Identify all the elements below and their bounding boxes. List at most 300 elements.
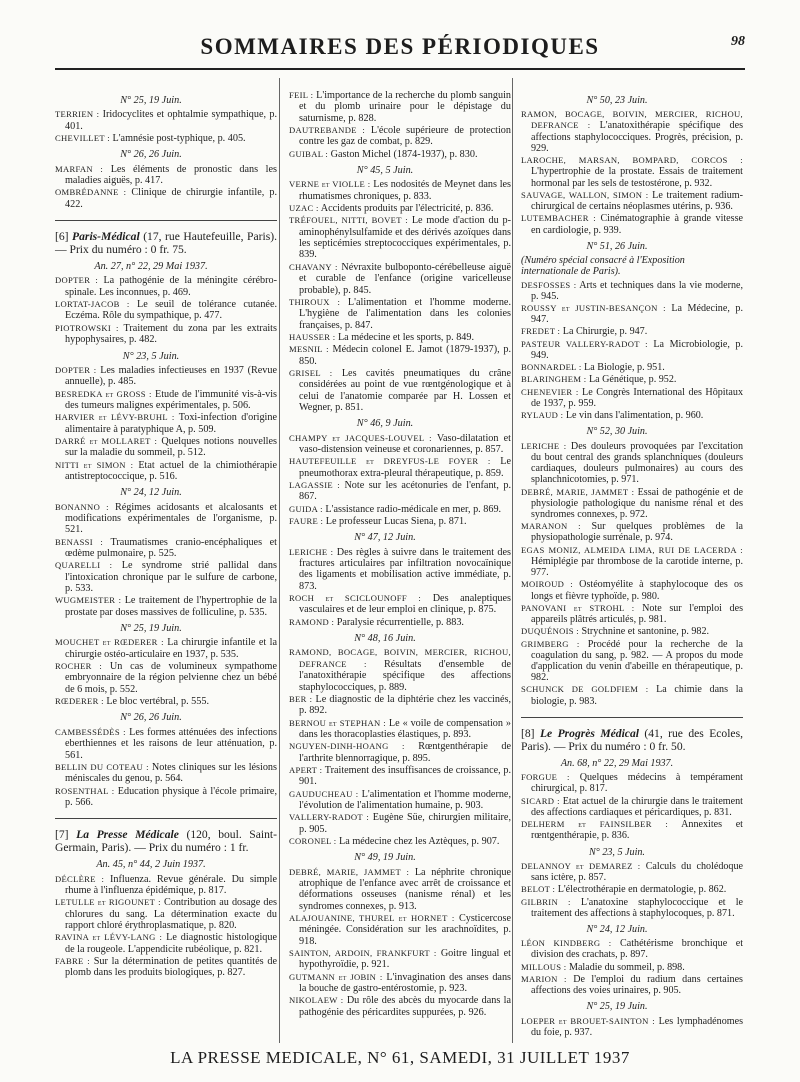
article-author: DUQUÉNOIS : — [521, 626, 579, 637]
article-title: Gaston Michel (1874-1937), p. 830. — [330, 148, 478, 160]
article-title: De l'emploi du radium dans certaines affections des voies urinaires, p. 905. — [531, 973, 743, 997]
journal-details: (41, rue des Ecoles, Paris). — Prix du numéro : 0 fr. 50. — [521, 726, 743, 753]
issue-heading: N° 26, 26 Juin. — [120, 149, 182, 161]
article-entry — [289, 215, 511, 260]
article-author: CHENEVIER : — [521, 386, 579, 397]
article-entry — [521, 579, 743, 601]
journal-name: Le Progrès Médical — [539, 726, 639, 740]
article-entry — [55, 275, 277, 298]
article-author: RAMON, BOCAGE, BOIVIN, MERCIER, RICHOU, DEFRANCE : — [521, 109, 743, 131]
article-author: NIKOLAEW : — [289, 995, 344, 1006]
article-entry — [521, 861, 743, 883]
article-entry — [289, 262, 511, 296]
article-title: Note sur les acétonuries de l'enfant, p. 867. — [299, 480, 512, 503]
article-author: LOEPER et BROUET-SAINTON : — [521, 1015, 655, 1026]
article-author: MARFAN : — [55, 163, 104, 174]
article-title: Clinique de chirurgie infantile, p. 422. — [65, 187, 277, 210]
article-author: GRISEL : — [289, 367, 333, 378]
column-divider — [279, 78, 280, 1043]
article-entry — [521, 626, 743, 637]
article-author: APERT : — [289, 764, 323, 775]
article-entry — [55, 595, 277, 618]
article-title: Le seuil de tolérance cutanée. Eczéma. Rôle du sympathique, p. 477. — [65, 299, 278, 322]
page-footer: LA PRESSE MEDICALE, N° 61, SAMEDI, 31 JUILLET 1937 — [170, 1048, 630, 1067]
article-title: La Génétique, p. 952. — [588, 374, 677, 386]
article-author: BONNARDEL : — [521, 362, 582, 373]
header-rule — [55, 68, 745, 70]
article-entry — [55, 460, 277, 483]
section-separator — [521, 717, 743, 718]
article-title: Le syndrome strié pallidal dans l'intoxication chronique par le sulfure de carbone, p. 533. — [65, 560, 277, 595]
article-entry — [521, 303, 743, 325]
article-title: Le Congrès International des Hôpitaux de 1937, p. 959. — [531, 386, 743, 409]
article-author: BELOT : — [521, 884, 556, 895]
article-author: QUARELLI : — [55, 560, 113, 571]
section-separator — [55, 220, 277, 221]
article-title: Névraxite bulboponto-cérébelleuse aiguë et curable de l'enfance (origine varicelleuse probable), p. 845. — [299, 261, 511, 296]
article-author: SAUVAGE, WALLON, SIMON : — [521, 189, 649, 200]
article-title: Maladie du sommeil, p. 898. — [568, 961, 685, 973]
article-title: Hémiplégie par thrombose de la carotide interne, p. 977. — [531, 555, 743, 579]
article-entry — [55, 133, 277, 144]
article-author: ROSENTHAL : — [55, 785, 115, 796]
article-title: L'amnésie post-typhique, p. 405. — [112, 133, 246, 145]
article-entry — [521, 155, 743, 189]
article-entry — [55, 560, 277, 594]
journal-name: Paris-Médical — [72, 230, 140, 244]
article-author: BONANNO : — [55, 501, 109, 512]
article-author: CHAVANY : — [289, 261, 338, 272]
article-title: L'école supérieure de protection contre les gaz de combat, p. 829. — [299, 125, 511, 148]
article-entry — [55, 537, 277, 560]
article-author: DOPTER : — [55, 364, 97, 375]
article-title: Médecin colonel E. Jamot (1879-1937), p. 850. — [299, 344, 512, 367]
article-author: OMBRÉDANNE : — [55, 187, 127, 198]
article-title: Traitement des insuffisances de croissance, p. 901. — [299, 764, 511, 788]
article-author: CHEVILLET : — [55, 133, 110, 144]
article-author: NGUYEN-DINH-HOANG : — [289, 741, 405, 752]
article-entry — [521, 109, 743, 154]
article-title: Iridocyclites et ophtalmie sympathique, p. 401. — [65, 109, 277, 132]
article-entry — [289, 995, 511, 1018]
article-author: SAINTON, ARDOIN, FRANKFURT : — [289, 948, 437, 959]
article-title: La médecine chez les Aztèques, p. 907. — [339, 835, 500, 847]
article-title: Résultats d'ensemble de l'anatoxithérapie spécifique des affections staphylococciques, p. 889. — [299, 658, 512, 693]
article-author: CAMBESSÉDÈS : — [55, 726, 126, 737]
article-title: Etat actuel de la chimiothérapie antistreptococcique, p. 516. — [65, 459, 277, 482]
article-title: Procédé pour la recherche de la coagulation du sang, p. 982. — A propos du mode d'application du venin d'abeille en thérapeutique, p. 982. — [531, 638, 743, 684]
section-separator — [55, 818, 277, 819]
article-entry — [521, 374, 743, 385]
article-author: VERNE et VIOLLE : — [289, 179, 371, 190]
article-entry — [289, 617, 511, 628]
article-entry — [521, 441, 743, 486]
article-title: L'importance de la recherche du plomb sanguin et du plomb urinaire pour le dépistage du saturnisme, p. 828. — [299, 90, 511, 124]
article-author: CORONEL : — [289, 835, 337, 846]
article-title: Goitre lingual et hypothyroïdie, p. 921. — [299, 948, 511, 971]
article-entry — [289, 456, 511, 479]
article-entry — [521, 819, 743, 841]
article-title: Sur la détermination de petites quantités de plomb dans les produits biologiques, p. 827. — [65, 955, 278, 979]
article-entry — [289, 694, 511, 717]
article-title: Vaso-dilatation et vaso-distension veineuse et coronariennes, p. 857. — [299, 432, 511, 455]
article-author: HAUTEFEUILLE et DREYFUS-LE FOYER : — [289, 456, 491, 467]
article-author: SICARD : — [521, 795, 560, 806]
article-entry — [521, 897, 743, 919]
article-entry — [55, 932, 277, 955]
article-entry — [521, 684, 743, 706]
article-author: RAVINA et LÉVY-LANG : — [55, 932, 163, 943]
article-entry — [289, 972, 511, 995]
article-author: BERNOU et STEPHAN : — [289, 717, 386, 728]
article-title: Les éléments de pronostic dans les maladies aiguës, p. 417. — [65, 163, 277, 187]
article-author: ALAJOUANINE, THUREL et HORNET : — [289, 913, 455, 924]
article-entry — [521, 884, 743, 895]
article-author: BELLIN DU COTEAU : — [55, 761, 149, 772]
issue-heading: N° 52, 30 Juin. — [586, 426, 648, 438]
article-entry — [289, 765, 511, 788]
article-entry — [289, 741, 511, 764]
article-entry — [289, 480, 511, 503]
article-author: GUIDA : — [289, 503, 323, 514]
article-title: Cinématographie à grande vitesse en cardiologie, p. 939. — [531, 213, 743, 236]
article-author: BER : — [289, 693, 313, 704]
article-entry — [521, 639, 743, 684]
page-title: SOMMAIRES DES PÉRIODIQUES — [200, 34, 600, 59]
article-title: Des règles à suivre dans le traitement des fractures articulaires par infiltration novocaïnique des ligaments et mobilisation active immédiate, p. 873. — [299, 546, 511, 592]
article-title: Etude de l'immunité vis-à-vis des tumeurs malignes expérimentales, p. 506. — [65, 388, 278, 411]
article-title: Paralysie récurrentielle, p. 883. — [336, 616, 464, 628]
article-entry — [55, 502, 277, 536]
article-entry — [289, 149, 511, 160]
article-author: ROCHER : — [55, 661, 103, 672]
journal-heading — [55, 828, 277, 854]
article-entry — [521, 1016, 743, 1038]
article-title: La chimie dans la biologie, p. 983. — [531, 684, 743, 707]
article-author: GUTMANN et JOBIN : — [289, 971, 383, 982]
issue-heading: N° 47, 12 Juin. — [354, 532, 416, 544]
article-title: La pathogénie de la méningite cérébro-spinale. Les inconnues, p. 469. — [65, 275, 278, 298]
article-author: ROUSSY et JUSTIN-BESANÇON : — [521, 302, 666, 313]
article-author: RŒDERER : — [55, 696, 104, 707]
article-entry — [55, 696, 277, 707]
article-title: Quelques médecins à tempérament chirurgical, p. 817. — [531, 772, 743, 795]
issue-heading: An. 45, n° 44, 2 Juin 1937. — [96, 859, 206, 871]
article-author: UZAC : — [289, 203, 319, 214]
issue-heading: N° 49, 19 Juin. — [354, 852, 416, 864]
article-entry — [521, 487, 743, 521]
article-entry — [289, 297, 511, 331]
article-title: Quelques notions nouvelles sur la maladie du sommeil, p. 512. — [65, 435, 277, 459]
issue-heading: N° 23, 5 Juin. — [589, 846, 645, 858]
article-entry — [521, 387, 743, 409]
article-title: La Biologie, p. 951. — [584, 362, 665, 374]
article-title: L'anatoxithérapie spécifique des affections staphylococciques. Progrès, précision, p. 929. — [531, 120, 743, 154]
article-entry — [521, 796, 743, 818]
article-title: Les formes atténuées des infections eberthiennes et les raisons de leur atténuation, p. 561. — [65, 726, 278, 761]
article-entry — [55, 786, 277, 809]
article-entry — [289, 504, 511, 515]
article-entry — [55, 637, 277, 660]
article-author: MARANON : — [521, 521, 581, 532]
article-entry — [521, 603, 743, 625]
journal-details: (17, rue Hautefeuille, Paris). — Prix du numéro : 0 fr. 75. — [55, 230, 277, 257]
article-title: Note sur l'emploi des appareils plâtrés articulés, p. 981. — [531, 602, 743, 626]
article-author: LERICHE : — [521, 440, 567, 451]
issue-heading: N° 51, 26 Juin. — [586, 240, 648, 252]
issue-heading: N° 24, 12 Juin. — [120, 487, 182, 499]
article-entry — [521, 962, 743, 973]
article-entry — [521, 280, 743, 302]
article-author: FEIL : — [289, 90, 314, 100]
article-entry — [289, 789, 511, 812]
issue-heading: N° 25, 19 Juin. — [586, 1001, 648, 1013]
article-author: BESREDKA et GROSS : — [55, 388, 152, 399]
journal-heading — [521, 727, 743, 753]
article-author: THIROUX : — [289, 296, 341, 307]
article-title: Des douleurs provoquées par l'excitation du bout central des grands splanchniques (douleurs cardiaques, douleurs pulmonaires) au cours des splanchnicotomies, p. 971. — [531, 440, 743, 486]
article-entry — [55, 323, 277, 346]
article-entry — [521, 545, 743, 579]
article-author: VALLERY-RADOT : — [289, 812, 370, 823]
article-entry — [289, 867, 511, 912]
article-entry — [289, 203, 511, 214]
article-entry — [521, 339, 743, 361]
article-author: DEBRÉ, MARIE, JAMMET : — [289, 866, 410, 877]
article-entry — [521, 190, 743, 212]
article-title: Le diagnostic de la diphtérie chez les vaccinés, p. 892. — [299, 693, 511, 717]
journal-number: [6] — [55, 230, 69, 244]
journal-number: [8] — [521, 726, 535, 740]
article-author: RAMOND, BOCAGE, BOIVIN, MERCIER, RICHOU, DEFRANCE : — [289, 647, 511, 669]
article-entry — [289, 812, 511, 835]
article-author: MOUCHET et RŒDERER : — [55, 637, 164, 648]
article-title: Des analeptiques vasculaires et de leur emploi en clinique, p. 875. — [299, 593, 512, 616]
issue-heading: N° 48, 16 Juin. — [354, 633, 416, 645]
article-title: Notes cliniques sur les lésions méniscales du genou, p. 564. — [65, 761, 277, 785]
article-entry — [55, 874, 277, 897]
article-author: TRÉFOUEL, NITTI, BOVET : — [289, 215, 408, 226]
issue-heading: N° 25, 19 Juin. — [120, 623, 182, 635]
article-title: Traitement du zona par les extraits hypophysaires, p. 482. — [65, 322, 277, 346]
article-entry — [55, 389, 277, 412]
column-divider — [512, 78, 513, 1043]
article-entry — [521, 326, 743, 337]
article-entry — [55, 762, 277, 785]
article-title: Eugène Süe, chirurgien militaire, p. 905. — [299, 812, 511, 835]
article-author: ROCH et SCICLOUNOFF : — [289, 593, 422, 604]
article-author: FAURE : — [289, 516, 324, 527]
article-entry — [521, 410, 743, 421]
article-entry — [55, 661, 277, 695]
article-title: Du rôle des abcès du myocarde dans la pathogénie des péricardites suppurées, p. 926. — [299, 995, 512, 1018]
article-title: Les lymphadénomes du foie, p. 937. — [531, 1015, 744, 1038]
article-entry — [55, 109, 277, 132]
article-entry — [289, 836, 511, 847]
article-title: Rœntgenthérapie de l'arthrite blennorragique, p. 895. — [299, 741, 511, 764]
issue-note: (Numéro spécial consacré à l'Exposition internationale de Paris). — [521, 255, 685, 278]
article-entry — [521, 213, 743, 235]
article-title: Calculs du cholédoque sans ictère, p. 857. — [531, 860, 743, 884]
article-entry — [55, 412, 277, 435]
article-title: Traumatismes cranio-encéphaliques et œdème pulmonaire, p. 525. — [65, 536, 277, 559]
article-title: Toxi-infection d'origine alimentaire à paratyphique A, p. 509. — [65, 412, 277, 435]
article-title: La Médecine, p. 947. — [531, 302, 743, 326]
article-author: PIOTROWSKI : — [55, 322, 119, 333]
issue-heading: N° 26, 26 Juin. — [120, 712, 182, 724]
article-entry — [55, 956, 277, 979]
article-author: NITTI et SIMON : — [55, 459, 134, 470]
issue-heading: An. 27, n° 22, 29 Mai 1937. — [94, 261, 208, 273]
article-title: Arts et techniques dans la vie moderne, p. 945. — [531, 279, 743, 302]
article-title: La médecine et les sports, p. 849. — [337, 331, 475, 343]
article-title: Le bloc vertébral, p. 555. — [106, 696, 210, 708]
article-title: L'anatoxine staphylococcique et le traitement des affections à staphylocoques, p. 871. — [531, 896, 744, 919]
issue-heading: N° 23, 5 Juin. — [122, 350, 180, 362]
article-title: La Microbiologie, p. 949. — [531, 338, 743, 361]
article-author: LETULLE et RIGOUNET : — [55, 897, 161, 908]
article-entry — [289, 332, 511, 343]
page-number: 98 — [731, 34, 745, 49]
article-entry — [289, 718, 511, 741]
article-title: La Chirurgie, p. 947. — [562, 326, 648, 338]
article-author: GRIMBERG : — [521, 638, 580, 649]
article-title: Contribution au dosage des chlorures du sang. La détermination exacte du rapport chloré érythroplasmatique, p. 820. — [65, 897, 277, 931]
article-entry — [521, 772, 743, 794]
article-author: LÉON KINDBERG : — [521, 938, 612, 949]
article-title: Le traitement radium-chirurgical de certains néoplasmes utérins, p. 936. — [531, 189, 743, 213]
article-entry — [521, 974, 743, 996]
article-author: HARVIER et LÉVY-BRUHL : — [55, 412, 175, 423]
article-title: Les maladies infectieuses en 1937 (Revue annuelle), p. 485. — [65, 364, 278, 388]
article-author: DAUTREBANDE : — [289, 125, 366, 136]
article-author: DOPTER : — [55, 275, 99, 286]
article-title: Etat actuel de la chirurgie dans le traitement des affections cardiaques et péricardiques, p. 831. — [531, 795, 743, 818]
article-title: Le pneumothorax extra-pleural thérapeutique, p. 859. — [299, 456, 511, 479]
article-entry — [289, 433, 511, 456]
article-author: RAMOND : — [289, 616, 335, 627]
article-entry — [289, 948, 511, 971]
article-title: L'hypertrophie de la prostate. Essais de traitement hormonal par les sels de testostérone, p. 932. — [531, 166, 743, 189]
article-entry — [289, 125, 511, 148]
journal-number: [7] — [55, 828, 69, 842]
article-entry — [521, 938, 743, 960]
article-title: Sur quelques problèmes de la physiopathologie surrénale, p. 974. — [531, 521, 743, 544]
article-title: Strychnine et santonine, p. 982. — [581, 626, 710, 638]
article-entry — [521, 521, 743, 543]
article-entry — [55, 299, 277, 322]
article-entry — [289, 368, 511, 413]
article-author: GAUDUCHEAU : — [289, 788, 359, 799]
article-author: GUIBAL : — [289, 148, 329, 159]
article-author: DEBRÉ, MARIE, JAMMET : — [521, 486, 635, 497]
article-entry — [55, 365, 277, 388]
article-title: Le traitement de l'hypertrophie de la prostate par doses massives de folliculine, p. 535. — [65, 595, 278, 618]
article-title: Education physique à l'école primaire, p. 566. — [65, 785, 277, 808]
article-title: L'électrothérapie en dermatologie, p. 862. — [557, 884, 727, 896]
article-title: L'invagination des anses dans la bouche de gastro-entérostomie, p. 923. — [299, 971, 512, 995]
article-title: La chirurgie infantile et la chirurgie ostéo-articulaire en 1937, p. 535. — [65, 637, 278, 660]
page-header — [55, 30, 745, 70]
article-author: PANOVANI et STROHL : — [521, 602, 635, 613]
article-author: WUGMEISTER : — [55, 595, 122, 606]
column-2 — [289, 90, 511, 1019]
article-title: L'alimentation et l'homme moderne, l'évolution de l'alimentation humaine, p. 903. — [299, 788, 511, 811]
journal-details: (120, boul. Saint-Germain, Paris). — Prix du numéro : 1 fr. — [55, 828, 277, 855]
issue-heading: N° 24, 12 Juin. — [586, 924, 648, 935]
article-entry — [55, 187, 277, 210]
article-author: HAUSSER : — [289, 331, 336, 342]
article-author: GILBRIN : — [521, 896, 571, 907]
article-entry — [289, 647, 511, 692]
article-author: MARION : — [521, 973, 567, 984]
article-title: L'alimentation et l'homme moderne. L'hygiène de l'alimentation dans les colonies françaises, p. 847. — [299, 296, 512, 331]
article-author: PASTEUR VALLERY-RADOT : — [521, 338, 648, 349]
article-author: DÉCLÈRE : — [55, 873, 105, 884]
article-author: EGAS MONIZ, ALMEIDA LIMA, RUI DE LACERDA : — [521, 544, 743, 555]
article-author: FORGUE : — [521, 772, 570, 783]
article-author: DARRÉ et MOLLARET : — [55, 435, 158, 446]
article-title: Essai de pathogénie et de physiologie pathologique du nanisme rénal et des syndromes connexes, p. 972. — [531, 486, 743, 520]
article-title: Cathétérisme bronchique et division des crachats, p. 897. — [531, 938, 743, 961]
article-author: MILLOUS : — [521, 961, 567, 972]
article-author: RYLAUD : — [521, 410, 564, 421]
article-title: Un cas de volumineux sympathome embryonnaire de la région pelvienne chez un bébé de 6 mois, p. 552. — [65, 661, 278, 695]
article-entry — [55, 436, 277, 459]
article-author: FABRE : — [55, 955, 90, 966]
issue-heading: N° 46, 9 Juin. — [356, 418, 414, 430]
article-entry — [289, 593, 511, 616]
issue-heading: An. 68, n° 22, 29 Mai 1937. — [560, 757, 674, 769]
article-author: BLARINGHEM : — [521, 374, 587, 385]
article-author: MESNIL : — [289, 344, 329, 355]
article-title: Accidents produits par l'électricité, p. 836. — [320, 203, 494, 215]
article-author: DELHERM et FAINSILBER : — [521, 819, 669, 830]
article-author: BENASSI : — [55, 536, 104, 547]
article-title: Régimes acidosants et alcalosants et modifications expérimentales de l'organisme, p. 521. — [65, 501, 277, 536]
article-title: Le « voile de compensation » dans les thoracoplasties élastiques, p. 893. — [299, 717, 511, 740]
article-title: Annexites et rœntgenthérapie, p. 836. — [531, 819, 743, 842]
column-3 — [521, 90, 743, 1039]
article-entry — [521, 362, 743, 373]
article-title: Le professeur Lucas Siena, p. 871. — [325, 516, 467, 528]
article-title: Le vin dans l'alimentation, p. 960. — [565, 410, 704, 422]
article-title: Le diagnostic histologique de la rougeole. L'appendicite rubéolique, p. 821. — [65, 932, 277, 955]
article-author: DELANNOY et DEMAREZ : — [521, 860, 641, 871]
article-entry — [289, 547, 511, 592]
article-title: Les nodosités de Meynet dans les rhumatismes chroniques, p. 833. — [299, 179, 512, 202]
issue-heading: N° 45, 5 Juin. — [356, 165, 414, 177]
article-title: Les cavités pneumatiques du crâne considérées au point de vue rœntgénologique et à celui de l'anatomie comparée par H. Lossen et Wegner, p. 851. — [299, 367, 511, 413]
article-title: La néphrite chronique atrophique de l'enfance avec arrêt de croissance et déformations osseuses (nanisme rénal) et les syndromes connexes, p. 913. — [299, 866, 512, 912]
article-author: TERRIEN : — [55, 109, 100, 120]
issue-heading: N° 50, 23 Juin. — [586, 95, 648, 106]
article-author: SCHUNCK DE GOLDFIEM : — [521, 684, 649, 695]
article-title: Influenza. Revue générale. Du simple rhume à l'influenza épidémique, p. 817. — [65, 873, 278, 896]
article-entry — [289, 179, 511, 202]
article-author: LORTAT-JACOB : — [55, 299, 130, 310]
article-entry — [55, 164, 277, 187]
article-author: FREDET : — [521, 326, 561, 337]
journal-heading — [55, 230, 277, 256]
article-title: L'assistance radio-médicale en mer, p. 869. — [325, 503, 502, 515]
article-author: LAROCHE, MARSAN, BOMPARD, CORCOS : — [521, 155, 743, 166]
article-author: DESFOSSES : — [521, 279, 577, 290]
article-entry — [55, 727, 277, 761]
article-entry — [289, 913, 511, 947]
article-entry — [55, 897, 277, 931]
article-entry — [289, 90, 511, 124]
